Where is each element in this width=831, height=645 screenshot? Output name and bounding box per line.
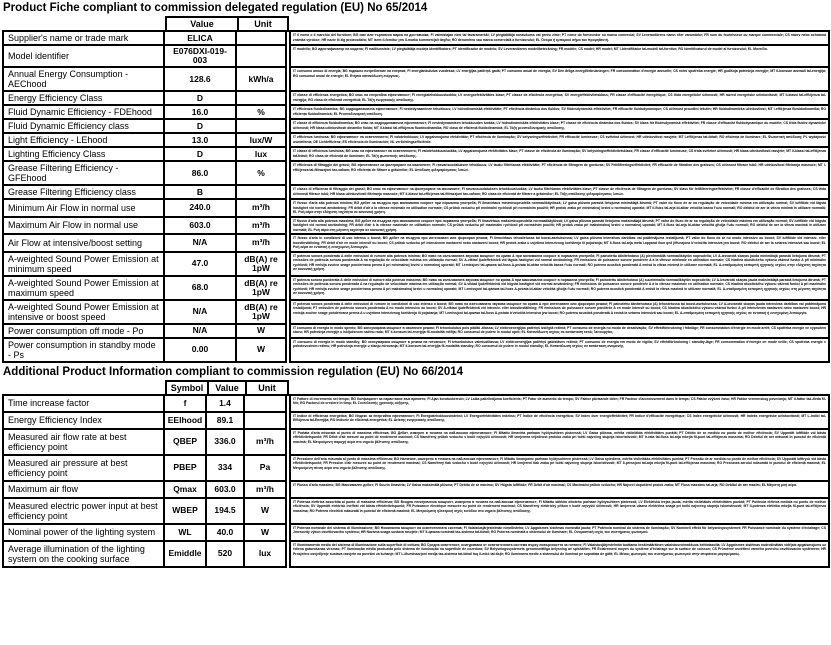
multilingual-description: IT potenza sonora ponderata A delle emissioni di rumore alla potenza massima; BG ниво на излъчваната звукова мощност по крива A при максимална скорост в нормална употреба; FI painotettu äänitehotaso (A) suurimmalla normaalikäytön nopeudella; LV A-izsvarotā skaņas jauda maksimālajā parastā lietojuma ātrumā; PT emissões de potência sonora ponderada A na regulação de velocidade máxima em utilização normal; SV A-viktad ljudeffektnivå vid högsta hastighet vid normal användning; FR émissions de puissance sonore pondérée A à la vitesse maximale en utilisation normale; CS hladina akustického výkonu vážená funkcí A při maximální rychlosti; HR emisija zvučne snage ponderirana prema A pri maksimalnoj brzini u normalnoj uporabi; MT l-emissjoni tal-qawwa tal-ħoss A-peżata bl-aktar veloċità għolja f'użu normali; RO puterea acustică ponderată A emisă la viteza maximă în utilizare normală; EL Α-σταθμισμένη εκπομπή ηχητικής ισχύος στη μέγιστη ταχύτητα σε κανονική χρήση. xyxy=(289,275,830,301)
parameter-name: A-weighted Sound Power Emission at maximum speed xyxy=(2,275,165,301)
column-header-unit: Unit xyxy=(237,16,289,32)
parameter-unit: kWh/a xyxy=(235,66,287,92)
multilingual-description: IT efficienza luminosa; BG ефективност на осветлението; FI valotehokkuus; LV apgaismojuma efektivitāte; PT eficiência de iluminação; SV belysningseffektivitet; FR efficacité lumineuse; CS světelná účinnost; HR učinkovitost rasvjete; MT l-effiċjenza tat-tidwil; RO eficiența de iluminare; EL Φωτιστική απόδοση; PL wydajność oświetlenia; DE Lichteffizienz; ES eficiencia de iluminación; NL verlichtingsefficiëntie. xyxy=(289,132,830,148)
parameter-symbol: Qmax xyxy=(163,480,207,499)
parameter-value: 13.0 xyxy=(163,132,237,148)
parameter-value: 68.0 xyxy=(163,275,237,301)
parameter-name: Measured air flow rate at best efficiency point xyxy=(2,428,165,456)
table1-header-row xyxy=(2,16,831,32)
parameter-name: Maximum Air Flow in normal use xyxy=(2,216,165,236)
parameter-name: Minimum Air Flow in normal use xyxy=(2,198,165,218)
multilingual-description: IT classe di efficienza fluidodinamica; BG клас на хидродинамична ефективност; FI nestedynaamisen tehokkuuden luokka; LV hidrodinamiskās efektivitātes klase; PT classe de eficiência dinâmica dos fluidos; SV klass för flödesdynamisk effektivitet; FR classe d'efficacité fluidodynamique du modèle; CS třída fluidní dynamické účinnosti; HR klasa učinkovitosti dinamike fluida; MT il-klassi tal-effiċjenza fluwidodinamika; RO clasa de eficiență fluidodinamică; EL Τάξη ρευστοδυναμικής απόδοσης. xyxy=(289,118,830,134)
multilingual-description: IT efficienza fluidodinamica; BG хидродинамична ефективност; FI nestedynaaminen tehokkuus; LV hidrodinamiskā efektivitāte; PT eficiência dinâmica dos fluidos; SV flödesdynamisk effektivitet; FR efficacité fluidodynamique; CS účinnost proudění tekutin; HR fluidodinamička učinkovitost; MT l-effiċjenza fluwidodinamika; RO eficiența fluidodinamică; EL Ρευστοδυναμική απόδοση. xyxy=(289,104,830,120)
parameter-unit: lux xyxy=(243,540,287,568)
header-spacer xyxy=(2,16,165,32)
parameter-name: Air Flow at intensive/boost setting xyxy=(2,233,165,253)
table-row xyxy=(2,275,831,301)
parameter-value: N/A xyxy=(163,233,237,253)
parameter-unit: m³/h xyxy=(235,216,287,236)
multilingual-description: IT flusso d'aria alla potenza minima; BG дебит на въздуха при минимална скорост при нормална употреба; FI ilmavirtaus miniminopeudella normaalikäytössä; LV gaisa plūsma parastā lietojuma minimālajā ātrumā; PT valor do fluxo de ar na regulação de velocidade mínima em utilização normal; SV luftflöde vid lägsta hastighet vid normal användning; FR débit d'air à la vitesse minimale en utilisation normale; CS průtok vzduchu při minimální rychlosti při normálním použití; HR protok zraka pri minimalnoj brzini u normalnoj uporabi; MT il-fluss tal-arja bl-aktar veloċità baxxa f'użu normali; RO debitul de aer la viteza minimă în utilizare normală; EL Ροή αέρα στην ελάχιστη ταχύτητα σε κανονική χρήση. xyxy=(289,198,830,218)
parameter-name: Supplier's name or trade mark xyxy=(2,30,165,46)
parameter-value: 86.0 xyxy=(163,160,237,186)
parameter-unit: W xyxy=(243,523,287,542)
parameter-symbol: EEIhood xyxy=(163,411,207,430)
multilingual-description: IT Flusso d'aria massimo; BG Максимален дебит; FI Suurin ilmavirta; LV Gaisa maksimālā plūsma; PT Débito de ar máximo; SV Högsta luftflöde; FR Débit d'air maximal; CS Maximální průtok vzduchu; HR Najveći dopušteni protok zraka; MT Fluss massimu tal-arja; RO Debitul de aer maxim; EL Μέγιστη ροή αέρα. xyxy=(289,480,830,499)
parameter-value: 0.00 xyxy=(163,337,237,363)
multilingual-description: IT Pressione dell'aria misurata al punto di massima efficienza; BG Налягане, измерено в точката на най-висока ефективност; FI Mitattu ilmanpaine parhaan hyötysuhteen pisteessä; LV Gaisa spiediens, mērīts vislielākās efektivitātes punktā; PT Pressão de ar medida no ponto de melhor eficiência; SV Uppmätt lufttryck vid bästa effektivitetspunkt; FR Pression d'air mesurée au point de rendement maximal; CS Naměřený tlak vzduchu v bodě nejvyšší účinnosti; HR Izmjereni tlak zraka pri točki najvećeg stupnja iskoristivosti; MT Il-pressjoni tal-arja mkejla fil-punt tal-effiċjenza massima; RO Presiunea aerului măsurată în punctul de eficiență maximă; EL Μετρούμενη πίεση αέρα στο σημείο βέλτιστης απόδοσης. xyxy=(289,454,830,482)
table-row xyxy=(2,44,831,68)
parameter-unit: m³/h xyxy=(235,233,287,253)
multilingual-description: IT Fattore di incremento nel tempo; BG Коефициент за нарастване във времето; FI Ajan korotuskerroin; LV Laika palielinājuma koeficients; PT Fator de aumento do tempo; SV Faktor påvisande tiden; FR Facteur d'accroissement dans le temps; CS Faktor zvýšení času; HR Faktor vremenskog povećanja; MT Il-fattur taż-żieda fil-ħin; RO Factorul de creștere în timp; EL Συντελεστής χρονικής αύξησης. xyxy=(289,394,830,413)
parameter-name: Model identifier xyxy=(2,44,165,68)
multilingual-description: IT efficienza di filtraggio dei grassi; BG ефективност на филтриране на мазнините; FI rasvansuodatuksen tehokkuus; LV tauku filtrēšanas efektivitāte; PT eficiência de filtragem de gorduras; SV Fettfiltreringseffektivitet; FR efficacité de filtration des graisses; CS účinnost filtrace tuků; HR učinkovitost filtriranja masnoće; MT l-effiċjenza tal-filtrazzjoni tax-xaħam; RO eficiența de filtrare a grăsimilor; EL Απόδοση φιλτραρίσματος λιπών. xyxy=(289,160,830,186)
parameter-name: Lighting Efficiency Class xyxy=(2,146,165,162)
table-row xyxy=(2,497,831,525)
parameter-value: 1.4 xyxy=(205,394,245,413)
table-row xyxy=(2,337,831,363)
parameter-value: 520 xyxy=(205,540,245,568)
parameter-unit xyxy=(235,44,287,68)
multilingual-description: IT classe di efficienza energetica; BG клас на енергийна ефективност; FI energiatehokkuusluokka; LV energoefektivitātes klase; PT classe de eficiência energética; SV energieffektivitetsklass; FR classe d'efficacité énergétique; CS třída energetické účinnosti; HR razred energetske učinkovitosti; MT il-klassi tal-effiċjenza tal-enerġija; RO clasa de eficiență energetică; EL Τάξη ενεργειακής απόδοσης. xyxy=(289,90,830,106)
multilingual-description: IT consumo di energia in modo spento; BG консумирана мощност в изключен режим; FI tehonkulutus pois päältä -tilassa; LV elektroenerģijas patēriņš izslēgtā režīmā; PT consumo de energia no modo de desativação; SV effektförbrukning i frånläge; FR consommation d'énergie en mode arrêt; CS spotřeba energie ve vypnutém stavu; HR potrošnja energije u isključenom načinu rada; MT il-konsum tal-enerġija fil-modalità mitfija; RO consumul de putere în modul oprit; EL Κατανάλωση ισχύος σε κατάσταση εκτός λειτουργίας. xyxy=(289,323,830,339)
parameter-name: Average illumination of the lighting system on the cooking surface xyxy=(2,540,165,568)
parameter-unit: % xyxy=(235,104,287,120)
parameter-name: Measured air pressure at best efficiency point xyxy=(2,454,165,482)
parameter-value: 334 xyxy=(205,454,245,482)
multilingual-description: IT Illuminamento medio del sistema di illuminazione sulla superficie di cottura; BG Средна осветеност, осигурявана от осветителната система върху повърхността за готвене; FI Valaistusjärjestelmän tuottama keskimääräinen valaistusvoimakkuus keittotasolla; LV Apgaismes sistēmas nodrošinātais vidējais apgaismojums uz ēdiena gatavošanas virsmas; PT Iluminação média produzida pelo sistema de iluminação na superfície de cozedura; SV Belysningssystemets genomsnittliga belysning av spishällen; FR Éclairement moyen du système d'éclairage sur la surface de cuisson; CS Průměrné osvětlení varného povrchu osvětlovacím systémem; HR Prosječno osvjetljenje sustava rasvjete na površini za kuhanje; MT L-illuminazzjoni medja tas-sistema tat-tidwil fuq il-wiċċ tat-tisjir; RO Iluminarea medie a sistemului de iluminat pe suprafața de gătit; EL Μέσος φωτισμός του συστήματος φωτισμού στην επιφάνεια μαγειρέματος. xyxy=(289,540,830,568)
parameter-name: Grease Filtering Efficiency class xyxy=(2,184,165,200)
table-row xyxy=(2,160,831,186)
table-row xyxy=(2,428,831,456)
multilingual-description: IT modello; BG идентификатор на модела; FI mallitunniste; LV piegādātāja modeļa identifikators; PT identificador de modelo; SV Leverantörens modellbeteckning; FR modèle; CS model; HR model; MT l-identifikatur tal-mudell tal-fornitur; RO identificatorul de model al furnizorului; EL Μοντέλο. xyxy=(289,44,830,68)
parameter-value: 336.0 xyxy=(205,428,245,456)
multilingual-description: IT classe di efficienza luminosa; BG клас на ефективност на осветлението; FI valotehokkuusluokka; LV apgaismojuma efektivitātes klase; PT classe de eficiência de iluminação; SV belysningseffektivitetsklass; FR classe d'efficacité lumineuse; CS třída světelné účinnosti; HR klasa učinkovitosti rasvjete; MT il-klassi tal-effiċjenza tat-tidwil; RO clasa de eficiență de iluminare; EL Τάξη φωτιστικής απόδοσης. xyxy=(289,146,830,162)
parameter-symbol: Emiddle xyxy=(163,540,207,568)
multilingual-description: IT Portata d'aria misurata al punto di massima efficienza; BG Дебит, измерен в точката на най-висока ефективност; FI Mitattu ilmavirta parhaan hyötysuhteen pisteessä; LV Gaisa plūsma, mērīta vislielākās efektivitātes punktā; PT Débito de ar medido no ponto de melhor eficiência; SV Uppmätt luftflöde vid bästa effektivitetspunkt; FR Débit d'air mesuré au point de rendement maximal; CS Naměřený průtok vzduchu v bodě nejvyšší účinnosti; HR Izmjerena vrijednost protoka zraka pri točki najvećeg stupnja iskoristivosti; MT Ir-rata tal-fluss tal-arja mkejla fil-punt tal-effiċjenza massima; RO Debitul de aer măsurat în punctul de eficiență maximă; EL Μετρούμενη παροχή αέρα στο σημείο βέλτιστης απόδοσης. xyxy=(289,428,830,456)
header-spacer xyxy=(2,380,165,396)
parameter-value: D xyxy=(163,146,237,162)
parameter-value: 603.0 xyxy=(163,216,237,236)
column-header-unit: Unit xyxy=(245,380,289,396)
parameter-name: Fluid Dynamic Efficiency class xyxy=(2,118,165,134)
parameter-value: D xyxy=(163,118,237,134)
multilingual-description: IT il nome o il marchio del fornitore; BG име или търговска марка на доставчика; FI valmistajan nimi tai tavaramerkki; LV piegādātāja nosaukums vai preču zīme; PT nome do fornecedor ou marca comercial; SV Leverantörens namn eller varumärke; FR nom du fournisseur ou marque commerciale; CS název nebo ochranná známka výrobce; HR naziv ili žig proizvođača; MT isem il-fornitur jew il-marka kummerċjali tiegħu; RO denumirea sau marca comercială a furnizorului; EL Όνομα ή εμπορικό σήμα του προμηθευτή. xyxy=(289,30,830,46)
parameter-value: 194.5 xyxy=(205,497,245,525)
parameter-unit: W xyxy=(235,323,287,339)
additional-info-table xyxy=(2,380,831,568)
multilingual-description: IT flusso d'aria in condizioni di uso intenso o boost; BG дебит на въздуха при интензивен или форсиран режим; FI ilmavirtaus tehostetussa tai boost-asetuksessa; LV gaisa plūsma intensīvas darbības vai paātrinājuma iestatījumā; PT valor do fluxo de ar no modo intensivo ou boost; SV luftflöde vid intensiv- eller boostinställning; FR débit d'air en mode intensif ou boost; CS průtok vzduchu při intenzivním nastavení nebo nastavení boost; HR protok zraka u uvjetima intenzivnog korištenja ili pojačanja; MT il-fluss tal-arja meta l-apparat ikun qed jiffunzjona b'veloċità intensiva jew boost; RO debitul de aer la setarea intensivă sau boost; EL Ροή αέρα σε εντατική ή ενισχυμένη λειτουργία. xyxy=(289,233,830,253)
parameter-unit: dB(A) re 1pW xyxy=(235,275,287,301)
table-row xyxy=(2,251,831,277)
parameter-value: N/A xyxy=(163,299,237,325)
parameter-name: Grease Filtering Efficiency - GFEhood xyxy=(2,160,165,186)
parameter-name: Fluid Dynamic Efficiency - FDEhood xyxy=(2,104,165,120)
parameter-value: 16.0 xyxy=(163,104,237,120)
parameter-name: Energy Efficiency Index xyxy=(2,411,165,430)
parameter-name: Power consumption in standby mode - Ps xyxy=(2,337,165,363)
parameter-unit: Pa xyxy=(243,454,287,482)
multilingual-description: IT Indice di efficienza energetica; BG Индекс за енергийна ефективност; FI Energiatehokkuusindeksi; LV Energoefektivitātes indekss; PT Índice de eficiência energética; SV Index över energieffektivitet; FR Indice d'efficacité énergétique; CS Index energetické účinnosti; HR Indeks energetske učinkovitosti; MT L-Indiċi tal-Effiċjenza tal-Enerġija; RO Indicele de eficiență energetică; EL Δείκτης ενεργειακής απόδοσης. xyxy=(289,411,830,430)
parameter-value: 89.1 xyxy=(205,411,245,430)
parameter-name: Energy Efficiency Class xyxy=(2,90,165,106)
multilingual-description: IT consumo di energia in modo standby; BG консумирана мощност в режим на готовност; FI tehonkulutus valmiustilassa; LV elektroenerģijas patēriņš gaidstāves režīmā; PT consumo de energia em modo de vigília; SV effektförbrukning i standby-läge; FR consommation d'énergie en mode veille; CS spotřeba energie v pohotovostním režimu; HR potrošnja energije u stanju mirovanja; MT il-konsum tal-enerġija fil-modalità standby; RO consumul de putere în modul standby; EL Κατανάλωση ισχύος σε κατάσταση αναμονής. xyxy=(289,337,830,363)
parameter-symbol: f xyxy=(163,394,207,413)
parameter-unit: m³/h xyxy=(243,428,287,456)
parameter-unit: lux/W xyxy=(235,132,287,148)
parameter-name: A-weighted Sound Power Emission at intensive or boost speed xyxy=(2,299,165,325)
multilingual-description: IT potenza sonora ponderata A delle emissioni di rumore alla potenza minima; BG ниво на излъчваната звукова мощност по крива A при минимална скорост в нормална употреба; FI painotettu äänitehotaso (A) pienimmällä normaalikäytön nopeudella; LV A-izsvarotā skaņas jauda minimālajā parastā lietojuma ātrumā; PT emissões de potência sonora ponderada A na regulação de velocidade mínima em utilização normal; SV A-viktad ljudeffektnivå vid lägsta hastighet vid normal användning; FR émissions de puissance sonore pondérée A à la vitesse minimale en utilisation normale; CS hladina akustického výkonu vážená funkcí A při minimální rychlosti; HR emisija zvučne snage ponderirana prema A pri minimalnoj brzini u normalnoj uporabi; MT l-emissjoni tal-qawwa tal-ħoss A-peżata bl-aktar veloċità baxxa f'użu normali; RO puterea acustică ponderată A emisă la viteza minimă în utilizare normală; EL Α-σταθμισμένη εκπομπή ηχητικής ισχύος στην ελάχιστη ταχύτητα σε κανονική χρήση. xyxy=(289,251,830,277)
table-row xyxy=(2,540,831,568)
multilingual-description: IT classe di efficienza di filtraggio dei grassi; BG клас на ефективност на филтриране на мазнините; FI rasvansuodatuksen tehokkuusluokka; LV tauku filtrēšanas efektivitātes klase; PT classe de eficiência de filtragem de gorduras; SV klass för fettfiltreringseffektivitet; FR classe d'efficacité de filtration des graisses; CS třída účinnosti filtrace tuků; HR klasa učinkovitosti filtriranja masnoće; MT il-klassi tal-effiċjenza tal-filtrazzjoni tax-xaħam; RO clasa de eficiență de filtrare a grăsimilor; EL Τάξη απόδοσης φιλτραρίσματος λιπών. xyxy=(289,184,830,200)
parameter-symbol: QBEP xyxy=(163,428,207,456)
product-fiche-table xyxy=(2,16,831,363)
table2-title: Additional Product Information compliant to commission regulation (EU) No 66/2014 xyxy=(3,365,464,378)
parameter-value: 40.0 xyxy=(205,523,245,542)
parameter-name: Nominal power of the lighting system xyxy=(2,523,165,542)
parameter-value: ELICA xyxy=(163,30,237,46)
parameter-value: 240.0 xyxy=(163,198,237,218)
table2-body xyxy=(2,394,831,568)
parameter-unit: lux xyxy=(235,146,287,162)
column-header-value: Value xyxy=(207,380,247,396)
table1-body xyxy=(2,30,831,363)
parameter-value: 47.0 xyxy=(163,251,237,277)
parameter-name: Maximum air flow xyxy=(2,480,165,499)
table-row xyxy=(2,299,831,325)
parameter-name: Time increase factor xyxy=(2,394,165,413)
parameter-unit: m³/h xyxy=(243,480,287,499)
table-row xyxy=(2,66,831,92)
parameter-value: B xyxy=(163,184,237,200)
parameter-symbol: PBEP xyxy=(163,454,207,482)
multilingual-description: IT flusso d'aria alla potenza massima; BG дебит на въздуха при максимална скорост при нормална употреба; FI ilmavirtaus maksiminopeudella normaalikäytössä; LV gaisa plūsma parastā lietojuma maksimālajā ātrumā; PT valor do fluxo de ar na regulação de velocidade máxima em utilização normal; SV luftflöde vid högsta hastighet vid normal användning; FR débit d'air à la vitesse maximale en utilisation normale; CS průtok vzduchu při maximální rychlosti při normálním použití; HR protok zraka pri maksimalnoj brzini u normalnoj uporabi; MT il-fluss tal-arja bl-aktar veloċità għolja f'użu normali; RO debitul de aer la viteza maximă în utilizare normală; EL Ροή αέρα στη μέγιστη ταχύτητα σε κανονική χρήση. xyxy=(289,216,830,236)
parameter-unit: dB(A) re 1pW xyxy=(235,299,287,325)
parameter-name: Measured electric power input at best efficiency point xyxy=(2,497,165,525)
parameter-unit: W xyxy=(235,337,287,363)
parameter-value: D xyxy=(163,90,237,106)
column-header-symbol: Symbol xyxy=(165,380,209,396)
parameter-value: N/A xyxy=(163,323,237,339)
parameter-value: 128.6 xyxy=(163,66,237,92)
parameter-name: A-weighted Sound Power Emission at minimum speed xyxy=(2,251,165,277)
multilingual-description: IT Potenza nominale del sistema di illuminazione; BG Номинална мощност на осветителната система; FI Valaistusjärjestelmän nimellisteho; LV Apgaismes sistēmas nominālā jauda; PT Potência nominal do sistema de iluminação; SV Nominell effekt för belysningssystemet; FR Puissance nominale du système d'éclairage; CS Jmenovitý výkon osvětlovacího systému; HR Nazivna snaga sustava rasvjete; MT Il-qawwa nominali tas-sistema tat-tidwil; RO Puterea nominală a sistemului de iluminare; EL Ονομαστική ισχύς του συστήματος φωτισμού. xyxy=(289,523,830,542)
parameter-value: E076DXI-019-003 xyxy=(163,44,237,68)
parameter-unit: m³/h xyxy=(235,198,287,218)
table-row xyxy=(2,454,831,482)
parameter-name: Power consumption off mode - Po xyxy=(2,323,165,339)
parameter-name: Annual Energy Consumption - AEChood xyxy=(2,66,165,92)
multilingual-description: IT Potenza elettrica assorbita al punto di massima efficienza; BG Входна електрическа мощност, измерена в точката на най-висока ефективност; FI Mitattu sähkön ottoteho parhaan hyötysuhteen pisteessä; LV Elektriskā ieejas jauda, mērīta vislielākās efektivitātes punktā; PT Potência elétrica medida no ponto de melhor eficiência; SV Uppmätt elektrisk ineffekt vid bästa effektivitetspunkt; FR Puissance électrique mesurée au point de rendement maximal; CS Naměřený elektrický příkon v bodě nejvyšší účinnosti; HR Izmjerena ulazna električna snaga pri točki najvećeg stupnja iskoristivosti; MT Il-potenza elettrika mkejla fil-punt tal-effiċjenza massima; RO Puterea electrică măsurată în punctul de eficiență maximă; EL Μετρούμενη ηλεκτρική ισχύς εισόδου στο σημείο βέλτιστης απόδοσης. xyxy=(289,497,830,525)
parameter-unit: % xyxy=(235,160,287,186)
parameter-name: Light Efficiency - LEhood xyxy=(2,132,165,148)
parameter-unit: W xyxy=(243,497,287,525)
parameter-unit: dB(A) re 1pW xyxy=(235,251,287,277)
parameter-symbol: WBEP xyxy=(163,497,207,525)
column-header-value: Value xyxy=(165,16,239,32)
multilingual-description: IT consumo annuo di energia; BG годишно потребление на енергия; FI energiankulutus vuodessa; LV enerģijas patēriņš gadā; PT consumo anual de energia; SV Den årliga energiförbrukningen; FR consommation d'énergie annuelle; CS roční spotřeba energie; HR godišnja potrošnja energije; MT il-konsum annwali tal-enerġija; RO consumul anual de energie; EL Ετήσια κατανάλωση ενέργειας. xyxy=(289,66,830,92)
multilingual-description: IT potenza sonora ponderata A delle emissioni di rumore in condizioni di uso intenso o boost; BG ниво на излъчваната звукова мощност по крива A при интензивен или форсиран режим; FI painotettu äänitehotaso (A) tehostetussa tai boost-asetuksessa; LV A-izsvarotā skaņas jauda intensīvas darbības vai paātrinājuma iestatījumā; PT emissões de potência sonora ponderada A no modo intensivo ou boost; SV A-viktad ljudeffektnivå vid intensiv- eller boostinställning; FR émissions de puissance sonore pondérée A en mode intensif ou boost; CS hladina akustického výkonu vážená funkcí A při intenzivním nastavení nebo nastavení boost; HR emisija zvučne snage ponderirana prema A u uvjetima intenzivnog korištenja ili pojačanja; MT l-emissjoni tal-qawwa tal-ħoss A-peżata b'veloċità intensiva jew boost; RO puterea acustică ponderată A emisă la setarea intensivă sau boost; EL Α-σταθμισμένη εκπομπή ηχητικής ισχύος σε εντατική ή ενισχυμένη λειτουργία. xyxy=(289,299,830,325)
parameter-symbol: WL xyxy=(163,523,207,542)
table1-title: Product Fiche compliant to commission delegated regulation (EU) No 65/2014 xyxy=(3,2,428,14)
table2-header-row xyxy=(2,380,831,396)
parameter-value: 603.0 xyxy=(205,480,245,499)
